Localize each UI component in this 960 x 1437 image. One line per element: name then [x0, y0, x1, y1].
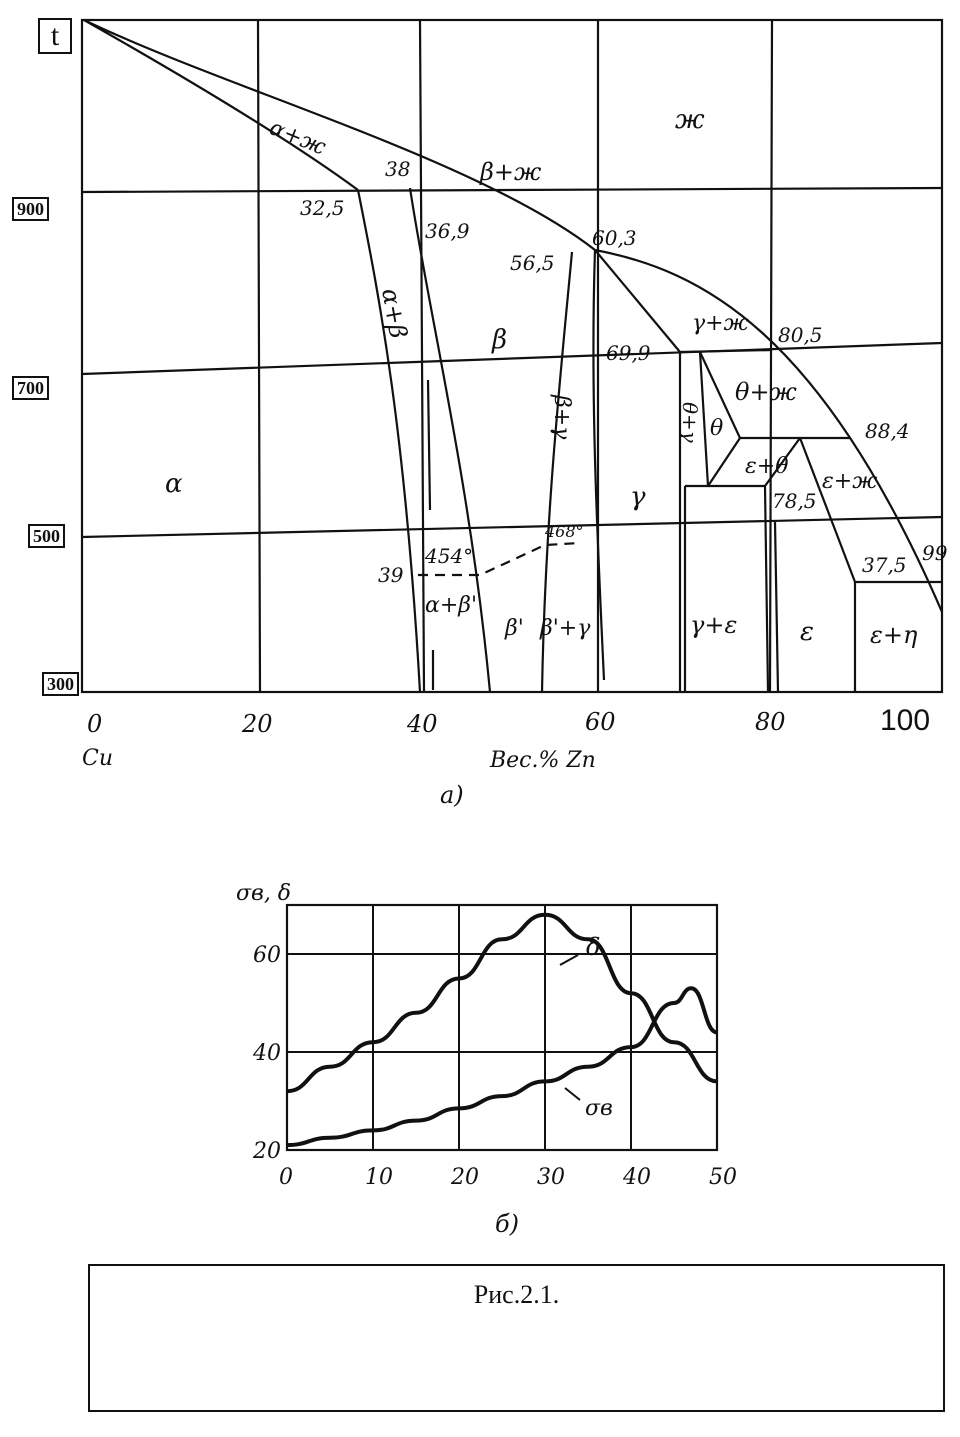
label-eps-theta: ε+θ [745, 454, 789, 479]
grid-x20 [258, 20, 260, 692]
point-label: 37,5 [862, 553, 907, 577]
point-label: 69,9 [606, 341, 651, 365]
alpha-solidus [84, 20, 358, 190]
point-label: 36,9 [425, 219, 470, 243]
x-tick: 60 [585, 708, 616, 736]
eps-left-boundary-2 [775, 522, 778, 692]
caption-box [88, 1264, 945, 1412]
label-theta-liquid: θ+ж [735, 378, 797, 406]
point-label: 60,3 [592, 226, 637, 250]
subfigure-a-label: а) [440, 781, 464, 809]
point-label: 468° [545, 522, 584, 541]
marker-line [428, 380, 430, 510]
label-eps: ε [800, 617, 814, 647]
x-left-label: Cu [82, 746, 114, 771]
liquidus-line [84, 20, 942, 612]
label-beta-liquid: β+ж [480, 158, 542, 186]
point-label: 39 [378, 563, 404, 587]
y-tick-300: 300 [42, 672, 79, 696]
series-line-1 [287, 988, 717, 1145]
label-alpha-beta: α+β [376, 286, 413, 341]
x-axis-label: Вес.% Zn [490, 748, 596, 773]
x-tick: 40 [407, 710, 438, 738]
chart-x-tick: 10 [365, 1165, 393, 1190]
series-pointer-sigma [565, 1088, 580, 1100]
point-label: 88,4 [865, 419, 910, 443]
phase-x-ticks [82, 708, 786, 809]
y-tick-900: 900 [12, 197, 49, 221]
label-eps-eta: ε+η [870, 621, 918, 649]
label-beta: β [492, 325, 508, 355]
point-label: 80,5 [778, 323, 823, 347]
chart-x-tick: 0 [279, 1165, 293, 1190]
isotherm-500 [82, 517, 942, 537]
series-pointer-delta [560, 955, 578, 965]
label-alpha: α [165, 469, 183, 499]
phase-diagram [82, 20, 942, 692]
label-beta-gamma: β+γ [549, 395, 574, 440]
label-theta: θ [710, 416, 724, 441]
y-tick-700: 700 [12, 376, 49, 400]
alpha-solvus [358, 190, 420, 692]
series-label-delta: δ [586, 933, 601, 961]
label-gamma-eps: γ+ε [690, 611, 738, 639]
peritectic-698 [680, 350, 772, 352]
point-labels [300, 157, 948, 587]
x-tick: 80 [755, 708, 786, 736]
isotherm-900 [82, 188, 942, 192]
chart-y-tick: 60 [253, 943, 281, 968]
grid-x80 [770, 20, 772, 692]
y-axis-label: t [38, 18, 72, 54]
subfigure-b-label: б) [495, 1210, 520, 1238]
point-label: 454° [425, 544, 474, 568]
x-tick: 20 [242, 710, 273, 738]
property-chart [236, 881, 737, 1238]
chart-x-tick: 20 [451, 1165, 479, 1190]
series-line-0 [287, 915, 717, 1091]
x-tick: 0 [87, 710, 103, 738]
chart-x-tick: 40 [623, 1165, 651, 1190]
chart-y-label: σв, δ [236, 881, 292, 906]
label-gamma-liquid: γ+ж [692, 311, 749, 336]
phase-diagram-frame [82, 20, 942, 692]
point-label: 99 [922, 541, 948, 565]
x-tick-100: 100 [880, 704, 931, 737]
grid-x40 [420, 20, 424, 692]
y-tick-500: 500 [28, 524, 65, 548]
point-label: 38 [385, 157, 411, 181]
chart-x-tick: 50 [709, 1165, 737, 1190]
chart-y-tick: 40 [253, 1041, 281, 1066]
point-label: 32,5 [300, 196, 345, 220]
chart-y-tick: 20 [253, 1139, 281, 1164]
chart-x-tick: 30 [537, 1165, 565, 1190]
label-beta-prime-gamma: β'+γ [540, 616, 591, 641]
isotherm-700 [82, 343, 942, 374]
label-alpha-liquid: α+ж [265, 115, 330, 161]
figure-caption: Рис.2.1. [473, 1280, 560, 1309]
label-theta-gamma: θ+γ [678, 402, 702, 443]
label-liquid: ж [675, 105, 705, 135]
point-label: 56,5 [510, 251, 555, 275]
label-eps-liquid: ε+ж [822, 469, 878, 494]
label-alpha-beta-prime: α+β' [425, 593, 478, 618]
series-label-sigma: σв [585, 1096, 613, 1121]
point-label: 78,5 [772, 489, 817, 513]
gamma-liquidus [595, 250, 680, 352]
eps-left-boundary [765, 486, 768, 692]
label-beta-prime: β' [505, 616, 524, 641]
label-gamma: γ [630, 482, 646, 512]
